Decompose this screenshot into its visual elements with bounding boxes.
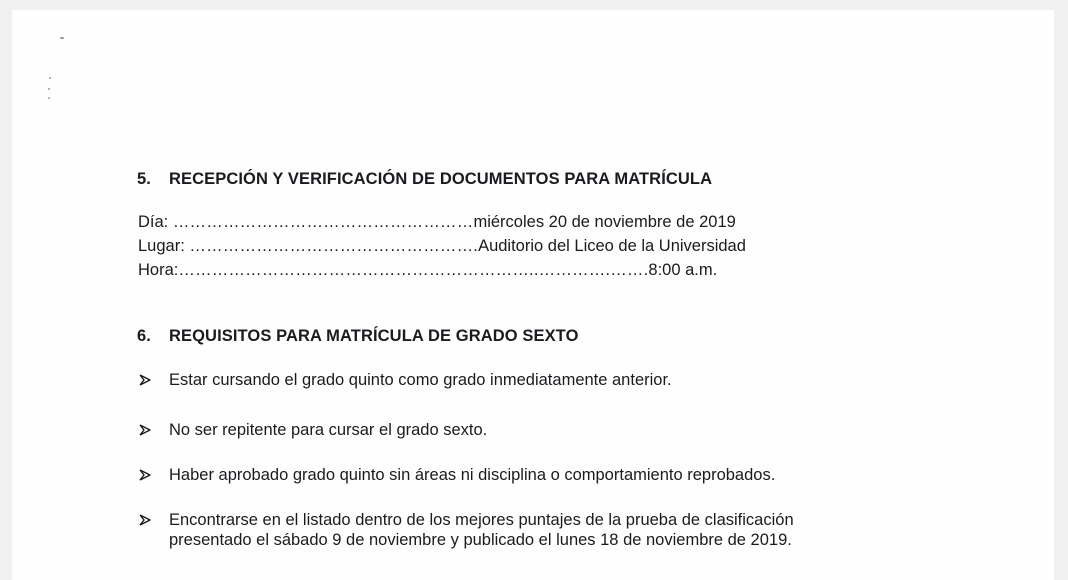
leader-dots: ……………………………………………… [172, 213, 474, 231]
document-page [12, 10, 1054, 580]
section-title: REQUISITOS PARA MATRÍCULA DE GRADO SEXTO [169, 327, 579, 345]
arrowhead-bullet-icon [137, 370, 153, 390]
requirement-text-line-1: Encontrarse en el listado dentro de los mejores puntajes de la prueba de clasificación [169, 511, 794, 529]
requirement-item [137, 370, 672, 390]
requirement-item [137, 420, 487, 440]
requirement-text: Estar cursando el grado quinto como grado inmediatamente anterior. [169, 371, 672, 389]
leader-dots: ……………………………………………. [189, 237, 479, 255]
scan-speck [48, 97, 50, 99]
requirement-item [137, 510, 794, 550]
section-title: RECEPCIÓN Y VERIFICACIÓN DE DOCUMENTOS PARA MATRÍCULA [169, 170, 713, 188]
day-line [138, 214, 736, 231]
place-value: Auditorio del Liceo de la Universidad [478, 237, 746, 255]
scan-speck [49, 77, 51, 79]
section-number: 5. [137, 170, 151, 188]
arrowhead-bullet-icon [137, 420, 153, 440]
day-value: miércoles 20 de noviembre de 2019 [473, 213, 736, 231]
time-label: Hora: [138, 261, 179, 279]
requirement-text-line-2: presentado el sábado 9 de noviembre y publicado el lunes 18 de noviembre de 2019. [169, 531, 792, 549]
section-number: 6. [137, 327, 151, 345]
place-label: Lugar: [138, 237, 185, 255]
time-line [138, 262, 717, 279]
arrowhead-bullet-icon [137, 465, 153, 485]
section-5-heading [137, 170, 712, 189]
requirement-text: Haber aprobado grado quinto sin áreas ni disciplina o comportamiento reprobados. [169, 466, 776, 484]
arrowhead-bullet-icon [137, 510, 153, 530]
time-value: 8:00 a.m. [648, 261, 718, 279]
scan-speck [48, 88, 50, 90]
requirement-item [137, 465, 775, 485]
place-line [138, 238, 746, 255]
scan-speck [60, 37, 64, 39]
section-6-heading [137, 327, 579, 346]
leader-dots: ………………………………………………………..………….……. [178, 261, 649, 279]
requirement-text: No ser repitente para cursar el grado sexto. [169, 421, 488, 439]
day-label: Día: [138, 213, 169, 231]
